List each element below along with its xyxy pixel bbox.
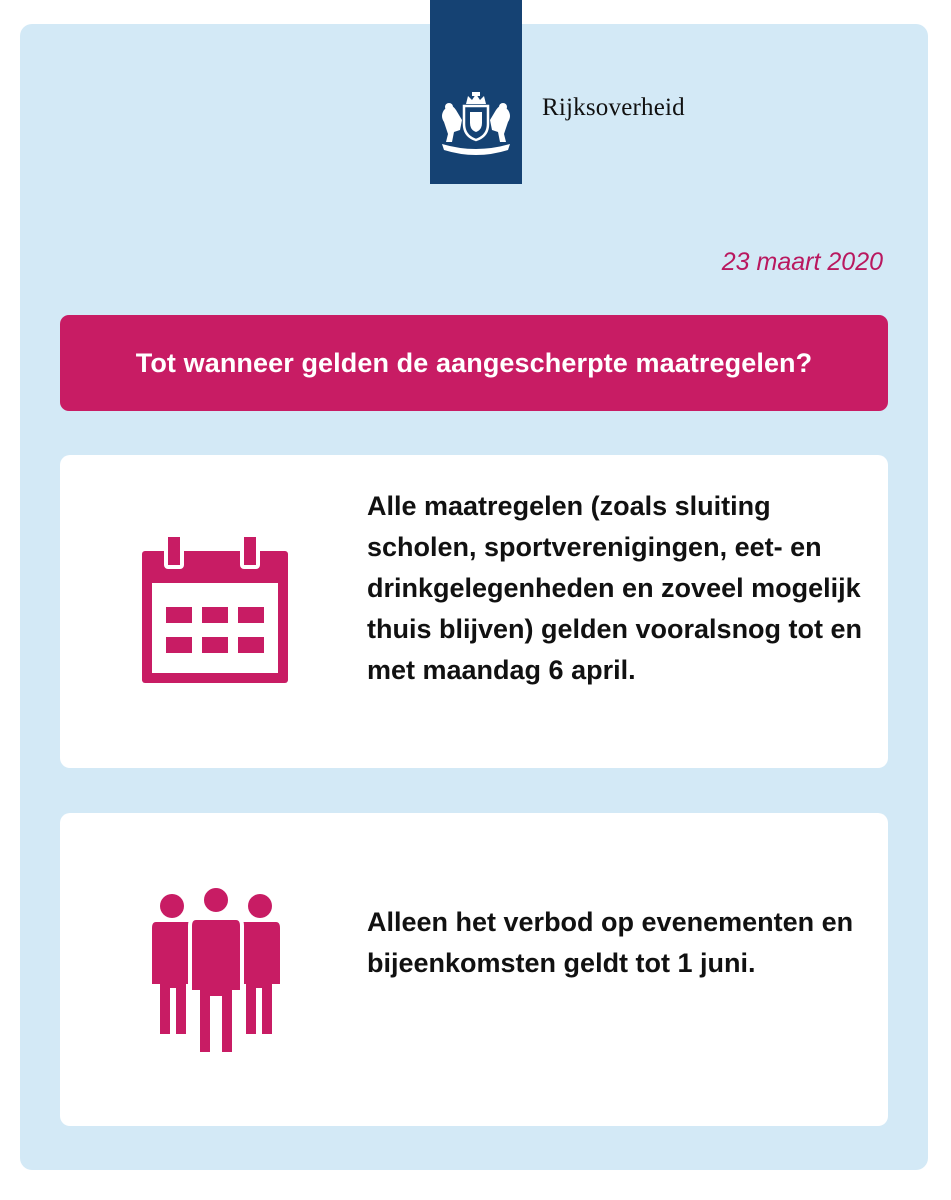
group-of-people-icon (138, 888, 294, 1058)
calendar-icon (138, 535, 290, 687)
info-card-events (60, 813, 888, 1126)
card-text: Alle maatregelen (zoals sluiting scholen, sportverenigingen, eet- en drinkgelegenheden en zoveel mogelijk thuis blijven) gelden vooralsnog tot en met maandag 6 april. (367, 491, 863, 685)
coat-of-arms-icon (436, 90, 516, 160)
card-text: Alleen het verbod op evenementen en bijeenkomsten geldt tot 1 juni. (367, 907, 854, 978)
date-label: 23 maart 2020 (721, 248, 883, 276)
org-name: Rijksoverheid (542, 94, 685, 121)
title-banner (60, 315, 888, 411)
info-card-dates (60, 455, 888, 768)
logo-block (430, 0, 522, 184)
page-title: Tot wanneer gelden de aangescherpte maatregelen? (135, 347, 813, 378)
